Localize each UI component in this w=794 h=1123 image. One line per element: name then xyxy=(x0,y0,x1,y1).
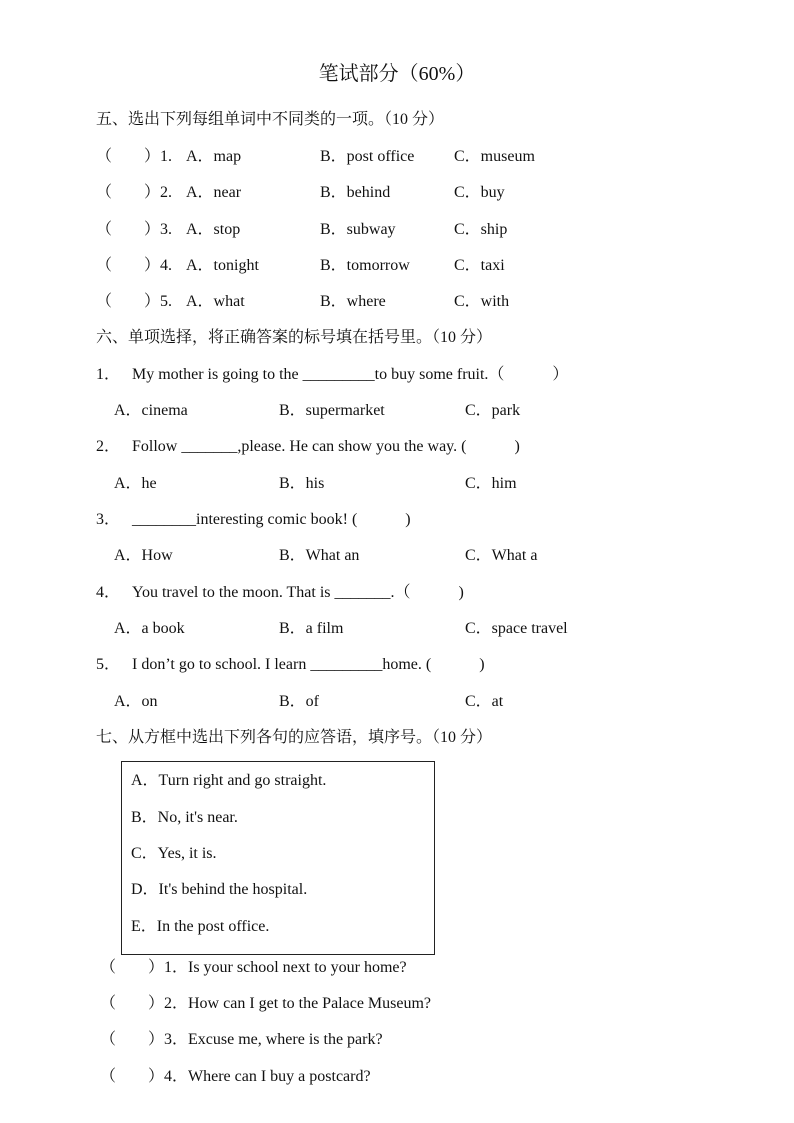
options-row xyxy=(0,619,794,639)
option-b: B．subway xyxy=(320,221,396,238)
option-a: A．near xyxy=(186,184,242,201)
list-item: （ ）3．Excuse me, where is the park? xyxy=(100,1031,383,1048)
options-row xyxy=(0,546,794,566)
question-number: 2． xyxy=(96,438,121,455)
option-c: C．him xyxy=(465,475,517,492)
answer-option: A．Turn right and go straight. xyxy=(131,772,327,789)
item-number: （ ）2. xyxy=(96,184,173,201)
option-c: C．ship xyxy=(454,221,508,238)
question-number: 4． xyxy=(96,584,121,601)
item-number: （ ）1. xyxy=(96,148,173,165)
option-b: B．supermarket xyxy=(279,402,385,419)
option-a: A．How xyxy=(114,547,173,564)
option-a: A．what xyxy=(186,293,245,310)
option-b: B．his xyxy=(279,475,325,492)
options-row xyxy=(0,474,794,494)
list-item: （ ）1．Is your school next to your home? xyxy=(100,959,407,976)
list-item xyxy=(0,220,794,240)
option-a: A．he xyxy=(114,475,157,492)
options-row xyxy=(0,692,794,712)
section7-heading: 七、从方框中选出下列各句的应答语，填序号。（10 分） xyxy=(96,729,493,746)
option-b: B．a film xyxy=(279,620,344,637)
option-a: A．a book xyxy=(114,620,185,637)
question-number: 3． xyxy=(96,511,121,528)
option-b: B．What an xyxy=(279,547,360,564)
question-number: 1． xyxy=(96,366,121,383)
list-item xyxy=(0,292,794,312)
option-b: B．post office xyxy=(320,148,415,165)
answer-option: C．Yes, it is. xyxy=(131,845,217,862)
option-c: C．with xyxy=(454,293,510,310)
options-row xyxy=(0,401,794,421)
list-item xyxy=(0,147,794,167)
section5-heading: 五、选出下列每组单词中不同类的一项。（10 分） xyxy=(96,111,445,128)
option-c: C．What a xyxy=(465,547,538,564)
option-c: C．taxi xyxy=(454,257,505,274)
option-c: C．park xyxy=(465,402,521,419)
item-number: （ ）3. xyxy=(96,221,173,238)
item-number: （ ）4. xyxy=(96,257,173,274)
list-item xyxy=(0,183,794,203)
question-text: Follow _______,please. He can show you the way. ( ) xyxy=(132,438,520,455)
option-c: C．at xyxy=(465,693,504,710)
list-item: （ ）4．Where can I buy a postcard? xyxy=(100,1068,371,1085)
option-c: C．buy xyxy=(454,184,505,201)
option-b: B．behind xyxy=(320,184,391,201)
answer-option: E．In the post office. xyxy=(131,918,270,935)
option-a: A．tonight xyxy=(186,257,259,274)
option-a: A．cinema xyxy=(114,402,188,419)
question-row xyxy=(0,510,794,530)
answer-option: D．It's behind the hospital. xyxy=(131,881,308,898)
page-title: 笔试部分（60%） xyxy=(318,63,476,85)
list-item: （ ）2．How can I get to the Palace Museum? xyxy=(100,995,432,1012)
question-text: I don’t go to school. I learn _________home. ( ) xyxy=(132,656,485,673)
list-item xyxy=(0,256,794,276)
option-c: C．space travel xyxy=(465,620,568,637)
option-a: A．map xyxy=(186,148,242,165)
option-b: B．of xyxy=(279,693,320,710)
question-row xyxy=(0,655,794,675)
option-b: B．tomorrow xyxy=(320,257,410,274)
question-text: My mother is going to the _________to buy some fruit.（ ） xyxy=(132,366,569,383)
section6-heading: 六、单项选择，将正确答案的标号填在括号里。（10 分） xyxy=(96,329,493,346)
question-text: ________interesting comic book! ( ) xyxy=(132,511,411,528)
answer-options-box xyxy=(121,761,435,955)
question-row xyxy=(0,365,794,385)
option-b: B．where xyxy=(320,293,386,310)
question-text: You travel to the moon. That is _______.（ ) xyxy=(132,584,464,601)
option-a: A．stop xyxy=(186,221,241,238)
option-c: C．museum xyxy=(454,148,535,165)
answer-option: B．No, it's near. xyxy=(131,809,238,826)
question-number: 5． xyxy=(96,656,121,673)
option-a: A．on xyxy=(114,693,158,710)
item-number: （ ）5. xyxy=(96,293,173,310)
question-row xyxy=(0,583,794,603)
question-row xyxy=(0,437,794,457)
